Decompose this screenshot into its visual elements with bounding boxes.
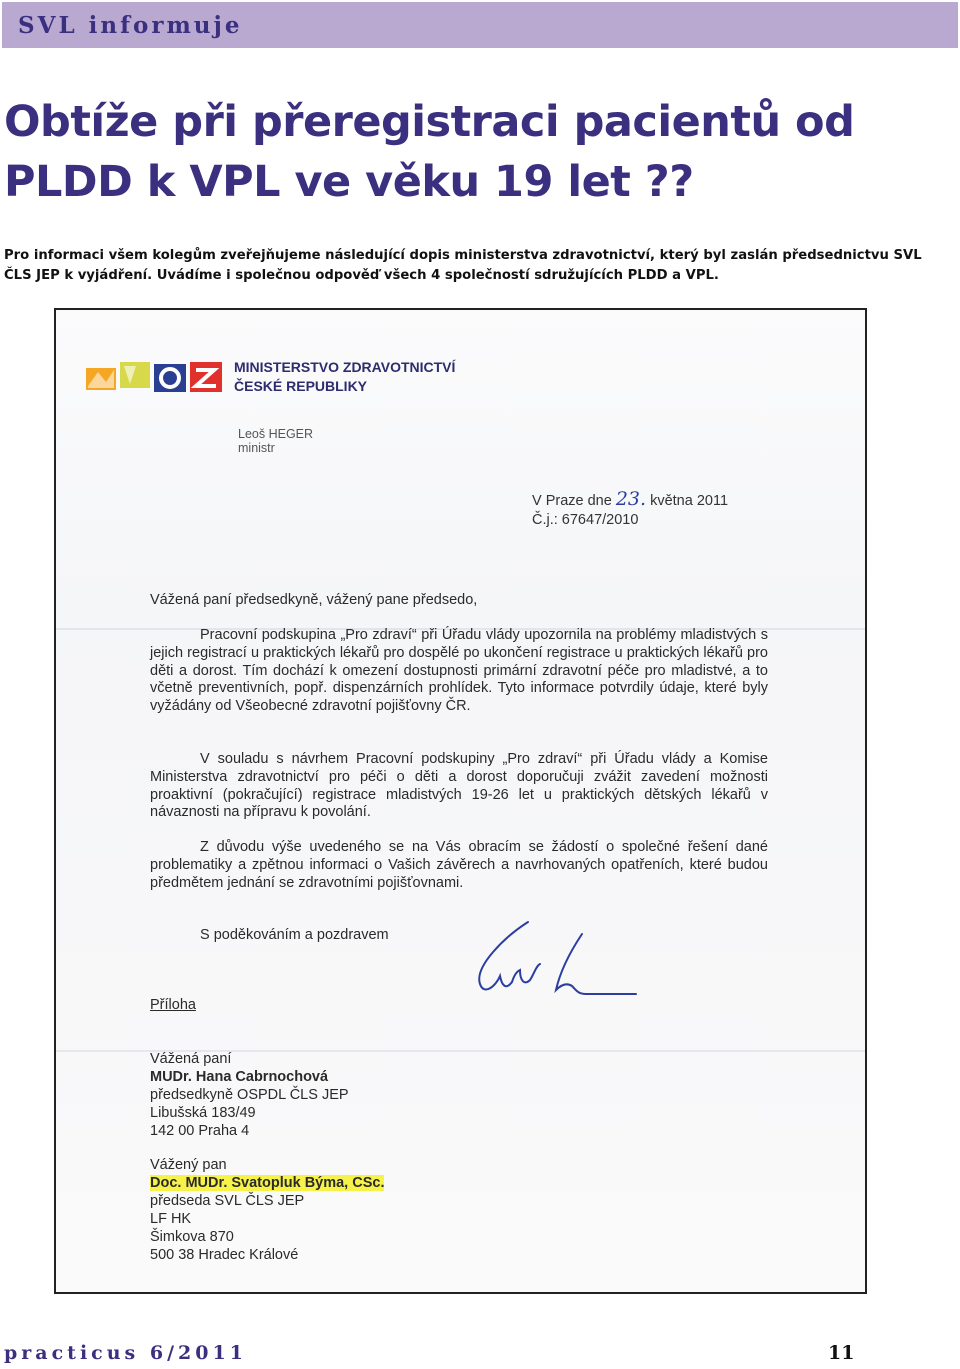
letter-closing: S poděkováním a pozdravem [200,927,389,943]
intro-paragraph: Pro informaci všem kolegům zveřejňujeme následující dopis ministerstva zdravotnictví, který byl zaslán předsednictvu SVL ČLS JEP k vyjádření. Uvádíme i společnou odpověď všech 4 společností sdružujících PLDD a VPL. [4,248,922,283]
addressee-1 [150,1050,349,1140]
ministry-logo-icon [86,358,222,394]
section-header [2,2,958,48]
signature-icon [466,906,646,1016]
addressee-1-street: Libušská 183/49 [150,1105,256,1121]
date-day: 23. [615,488,647,510]
addressee-2-street: Šimkova 870 [150,1229,234,1245]
ministry-line-2: ČESKÉ REPUBLIKY [234,378,368,394]
letter-paragraph-2: V souladu s návrhem Pracovní podskupiny „Pro zdraví“ při Úřadu vlády a Komise Ministerstva zdravotnictví pro péči o děti a dorost doporučuji zvážit zavedení možnosti proaktivní (pokračující) registrace mladistvých 19-26 let u praktických dětských lékařů v návaznosti na přípravu k povolání. [150,751,768,821]
letter-greeting: Vážená paní předsedkyně, vážený pane předsedo, [150,592,478,608]
attachment-label: Příloha [150,997,196,1013]
addressee-2-name: Doc. MUDr. Svatopluk Býma, CSc. [150,1175,385,1191]
addressee-2-salutation: Vážený pan [150,1157,227,1173]
addressee-1-salutation: Vážená paní [150,1051,232,1067]
addressee-2-role: předseda SVL ČLS JEP [150,1193,305,1209]
date-prefix: V Praze dne [532,493,612,509]
date-block [532,490,728,530]
addressee-2-city: 500 38 Hradec Králové [150,1247,299,1263]
addressee-1-role: předsedkyně OSPDL ČLS JEP [150,1087,349,1103]
addressee-1-city: 142 00 Praha 4 [150,1123,250,1139]
addressee-2-org: LF HK [150,1211,192,1227]
letter-paragraph-3: Z důvodu výše uvedeného se na Vás obracím se žádostí o společné řešení dané problematiky a zpětnou informaci o Vašich závěrech a navrhovaných opatřeních, které budou předmětem jednání se zdravotními pojišťovnami. [150,839,768,891]
letter-paragraph-1: Pracovní podskupina „Pro zdraví“ při Úřadu vlády upozornila na problémy mladistvých s jejich registrací u praktických lékařů pro dospělé po ukončení registrace u praktických lékařů pro děti a dorost. Tím dochází k omezení dostupnosti primární zdravotní péče pro mladistvé, a to včetně preventivních, popř. dispenzárních prohlídek. Tyto informace potvrdily údaje, které byly vyžádány od Všeobecné zdravotní pojišťovny ČR. [150,627,768,715]
page-number: 11 [828,1342,855,1364]
footer-publication: practicus 6/2011 [4,1342,247,1364]
minister-block [238,427,313,455]
letter-scan [54,308,867,1294]
minister-title: ministr [238,441,275,455]
section-header-label: SVL informuje [18,12,243,39]
page-title: Obtíže při přeregistraci pacientů od PLDD k VPL ve věku 19 let ?? [4,97,855,207]
addressee-2 [150,1156,384,1264]
addressee-1-name: MUDr. Hana Cabrnochová [150,1069,329,1085]
minister-name: Leoš HEGER [238,427,314,441]
date-suffix: května 2011 [650,493,729,509]
ministry-name [234,358,455,396]
ministry-line-1: MINISTERSTVO ZDRAVOTNICTVÍ [234,359,456,375]
reference-number: Č.j.: 67647/2010 [532,512,639,528]
